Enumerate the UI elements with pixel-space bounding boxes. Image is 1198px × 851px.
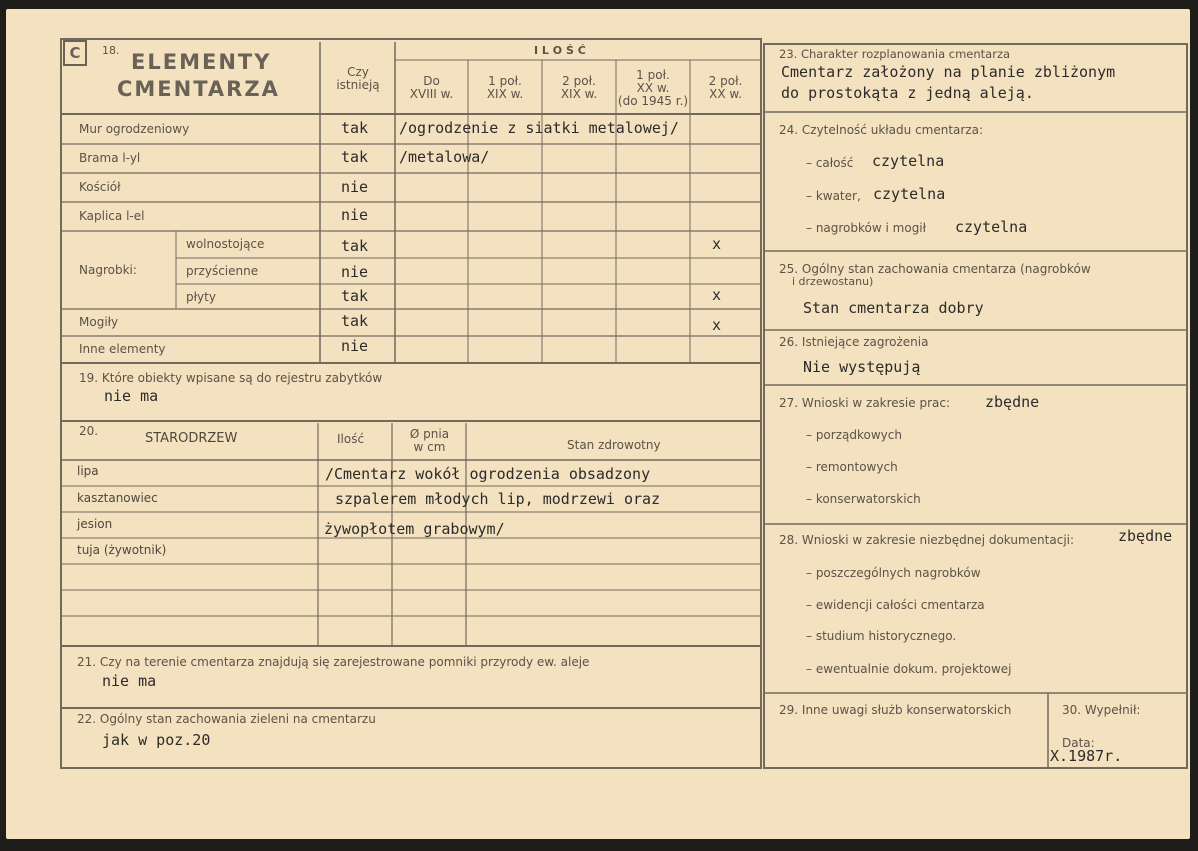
q24-item-whole-label: – całość: [806, 156, 854, 170]
q30-date-label: Data:: [1062, 736, 1095, 750]
exists-column-header: [322, 66, 394, 92]
q27-answer: zbędne: [985, 393, 1040, 411]
period-2-line2: XIX w.: [486, 87, 524, 101]
q25-label-line1: 25. Ogólny stan zachowania cmentarza (nagrobków: [779, 262, 1091, 276]
q27-label: 27. Wnioski w zakresie prac:: [779, 396, 951, 410]
q28-item-design: – ewentualnie dokum. projektowej: [806, 662, 1012, 676]
q19-answer: nie ma: [104, 387, 159, 405]
starodrzew-note-line1: /Cmentarz wokół ogrodzenia obsadzony: [325, 465, 651, 483]
row-note-wall: /ogrodzenie z siatki metalowej/: [399, 119, 679, 137]
q22-answer: jak w poz.20: [102, 731, 211, 749]
q28-label: 28. Wnioski w zakresie niezbędnej dokumentacji:: [779, 533, 1075, 547]
row-exists-wall-mounted: nie: [341, 263, 369, 281]
q26-label: 26. Istniejące zagrożenia: [779, 335, 929, 349]
row-label-graves: Mogiły: [79, 315, 119, 329]
q24-item-quarters-value: czytelna: [873, 185, 946, 203]
period-4-line2: XX w.: [636, 81, 670, 95]
q27-item-repair: – remontowych: [806, 460, 898, 474]
section-title-line1: ELEMENTY: [131, 50, 272, 74]
section-letter-box: C: [63, 40, 87, 66]
q28-item-history: – studium historycznego.: [806, 629, 957, 643]
q28-item-tombs: – poszczególnych nagrobków: [806, 566, 981, 580]
row-label-wall: Mur ogrodzeniowy: [79, 122, 190, 136]
q23-answer-line2: do prostokąta z jedną aleją.: [781, 84, 1034, 102]
row-exists-church: nie: [341, 178, 369, 196]
row-label-wall-mounted: przyścienne: [186, 264, 259, 278]
period-3-line2: XIX w.: [560, 87, 598, 101]
section-number: 18.: [102, 44, 120, 57]
q24-item-tombs-label: – nagrobków i mogił: [806, 221, 927, 235]
period-1-line1: Do: [423, 74, 440, 88]
row-label-other: Inne elementy: [79, 342, 166, 356]
q28-item-register: – ewidencji całości cmentarza: [806, 598, 985, 612]
period-4-line1: 1 poł.: [636, 68, 670, 82]
q30-date-value: X.1987r.: [1050, 747, 1123, 765]
q25-answer: Stan cmentarza dobry: [803, 299, 984, 317]
row-exists-wall: tak: [341, 119, 369, 137]
row-exists-chapel: nie: [341, 206, 369, 224]
q25-label-line2: i drzewostanu): [792, 275, 874, 288]
starodrzew-note-line2: szpalerem młodych lip, modrzewi oraz: [335, 490, 661, 508]
q27-item-conservation: – konserwatorskich: [806, 492, 921, 506]
row-label-freestanding: wolnostojące: [186, 237, 265, 251]
period-5-line1: 2 poł.: [708, 74, 743, 88]
q24-label: 24. Czytelność układu cmentarza:: [779, 123, 984, 137]
q19-label: 19. Które obiekty wpisane są do rejestru zabytków: [79, 371, 383, 385]
q23-label: 23. Charakter rozplanowania cmentarza: [779, 47, 1011, 61]
row-exists-freestanding: tak: [341, 237, 369, 255]
period-header-2: [468, 75, 542, 101]
row-note-gate: /metalowa/: [399, 148, 490, 166]
q26-answer: Nie występują: [803, 358, 921, 376]
row-label-slabs: płyty: [186, 290, 216, 304]
period-header-3: [542, 75, 616, 101]
starodrzew-note-line3: żywopłotem grabowym/: [324, 520, 505, 538]
q29-label: 29. Inne uwagi służb konserwatorskich: [779, 703, 1012, 717]
period-header-4: [616, 69, 690, 108]
row-label-church: Kościół: [79, 180, 121, 194]
period-3-line1: 2 poł.: [562, 74, 596, 88]
section-title-line2: CMENTARZA: [117, 77, 280, 101]
starodrzew-title: STARODRZEW: [145, 431, 238, 446]
q24-item-quarters-label: – kwater,: [806, 189, 861, 203]
starodrzew-col-diameter: [393, 428, 466, 454]
diameter-line2: w cm: [413, 440, 446, 454]
row-mark-slabs: x: [712, 286, 722, 304]
row-mark-freestanding: x: [712, 235, 722, 253]
q24-item-tombs-value: czytelna: [955, 218, 1028, 236]
q30-label: 30. Wypełnił:: [1062, 703, 1141, 717]
row-exists-graves: tak: [341, 312, 369, 330]
tombstones-group-label: Nagrobki:: [79, 263, 137, 277]
quantity-header: I L O Ś Ć: [534, 44, 586, 57]
q23-answer-line1: Cmentarz założony na planie zbliżonym: [781, 63, 1116, 81]
tree-linden: lipa: [77, 464, 99, 478]
row-exists-other: nie: [341, 337, 369, 355]
period-1-line2: XVIII w.: [409, 87, 454, 101]
row-label-gate: Brama l-yl: [79, 151, 141, 165]
diameter-line1: Ø pnia: [409, 427, 450, 441]
exists-header-line2: istnieją: [336, 78, 380, 92]
period-2-line1: 1 poł.: [488, 74, 522, 88]
tree-thuja: tuja (żywotnik): [77, 543, 167, 557]
period-header-1: [395, 75, 468, 101]
starodrzew-number: 20.: [79, 424, 99, 438]
q28-answer: zbędne: [1118, 527, 1173, 545]
exists-header-line1: Czy: [347, 65, 369, 79]
starodrzew-col-health: Stan zdrowotny: [567, 438, 661, 452]
row-exists-slabs: tak: [341, 287, 369, 305]
tree-ash: jesion: [77, 517, 113, 531]
period-5-line2: XX w.: [709, 87, 742, 101]
row-exists-gate: tak: [341, 148, 369, 166]
tree-chestnut: kasztanowiec: [77, 491, 158, 505]
q22-label: 22. Ogólny stan zachowania zieleni na cmentarzu: [77, 712, 376, 726]
starodrzew-col-quantity: Ilość: [337, 432, 365, 446]
q21-answer: nie ma: [102, 672, 157, 690]
q24-item-whole-value: czytelna: [872, 152, 945, 170]
period-header-5: [690, 75, 761, 101]
q27-item-cleanup: – porządkowych: [806, 428, 902, 442]
row-mark-graves: x: [712, 316, 722, 334]
q21-label: 21. Czy na terenie cmentarza znajdują się zarejestrowane pomniki przyrody ew. aleje: [77, 655, 590, 669]
row-label-chapel: Kaplica l-el: [79, 209, 145, 223]
period-4-line3: (do 1945 r.): [617, 94, 689, 108]
